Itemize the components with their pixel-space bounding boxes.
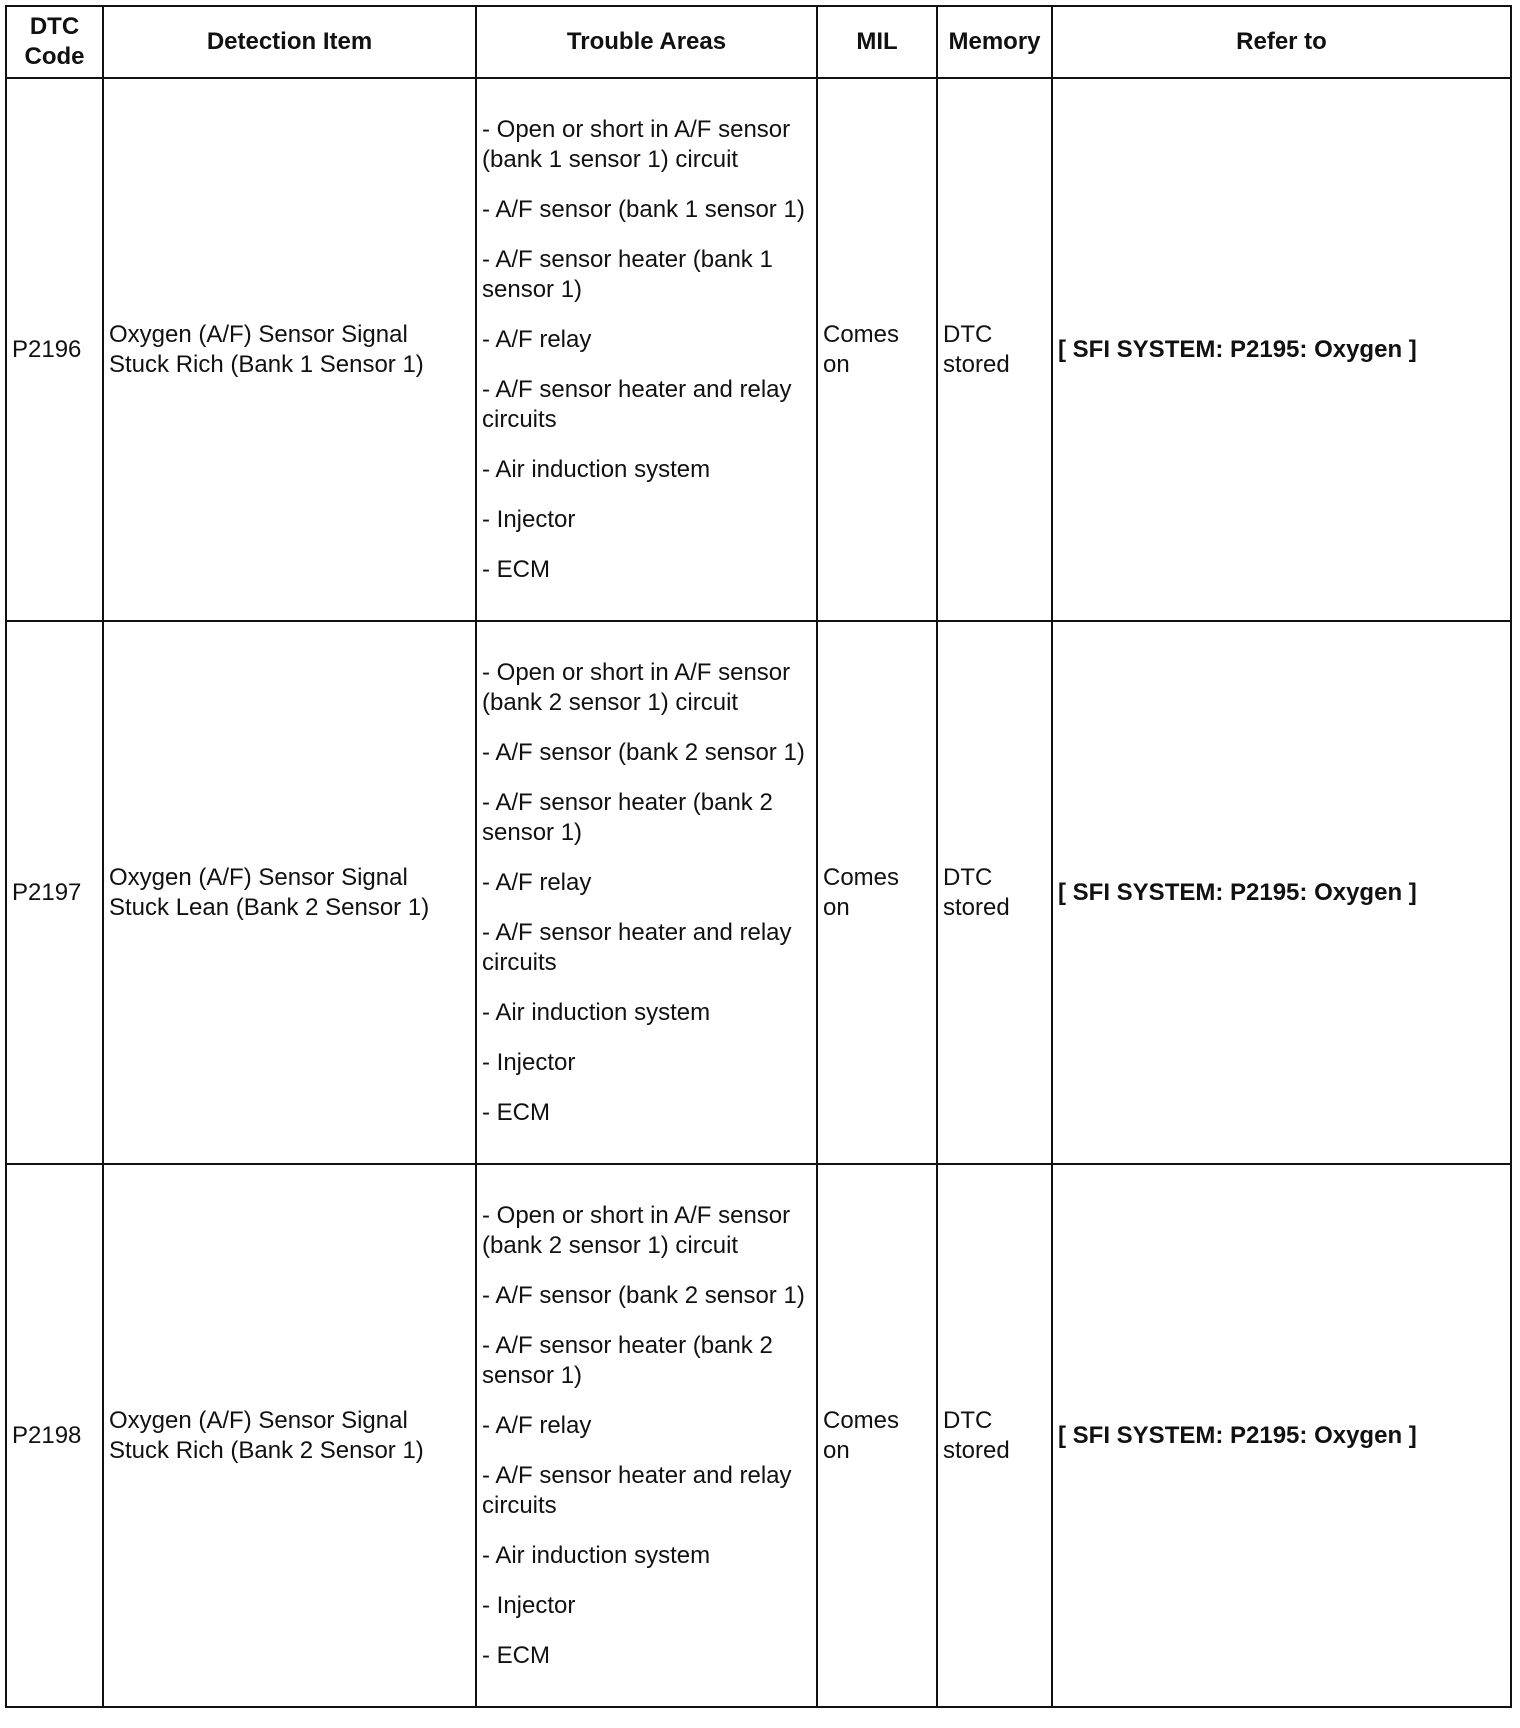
table-row bbox=[6, 78, 1511, 621]
trouble-area-item: - Injector bbox=[482, 1591, 576, 1619]
trouble-area-item: - Open or short in A/F sensor (bank 1 sensor 1) circuit bbox=[482, 115, 791, 173]
trouble-area-item: - A/F sensor heater and relay circuits bbox=[482, 375, 792, 433]
header-detection-item: Detection Item bbox=[103, 6, 476, 78]
trouble-area-item: - Air induction system bbox=[482, 998, 711, 1026]
trouble-areas-cell bbox=[476, 621, 817, 1164]
trouble-areas-cell bbox=[476, 78, 817, 621]
refer-to-link[interactable]: [ SFI SYSTEM: P2195: Oxygen ] bbox=[1052, 78, 1511, 621]
trouble-area-item: - A/F relay bbox=[482, 325, 592, 353]
trouble-area-item: - Open or short in A/F sensor (bank 2 sensor 1) circuit bbox=[482, 658, 791, 716]
detection-item-cell: Oxygen (A/F) Sensor Signal Stuck Lean (Bank 2 Sensor 1) bbox=[103, 621, 476, 1164]
mil-cell: Comes on bbox=[817, 1164, 937, 1707]
trouble-areas-list bbox=[482, 658, 811, 1128]
header-mil: MIL bbox=[817, 6, 937, 78]
refer-to-link[interactable]: [ SFI SYSTEM: P2195: Oxygen ] bbox=[1052, 621, 1511, 1164]
header-row bbox=[6, 6, 1511, 78]
trouble-area-item: - A/F sensor (bank 2 sensor 1) bbox=[482, 1281, 805, 1309]
dtc-code-cell: P2198 bbox=[6, 1164, 103, 1707]
header-dtc-code: DTC Code bbox=[6, 6, 103, 78]
detection-item-cell: Oxygen (A/F) Sensor Signal Stuck Rich (Bank 1 Sensor 1) bbox=[103, 78, 476, 621]
trouble-area-item: - A/F relay bbox=[482, 868, 592, 896]
trouble-area-item: - A/F sensor heater (bank 2 sensor 1) bbox=[482, 1331, 773, 1389]
trouble-area-item: - A/F sensor heater (bank 1 sensor 1) bbox=[482, 245, 773, 303]
dtc-table bbox=[5, 5, 1512, 1708]
trouble-area-item: - A/F sensor (bank 1 sensor 1) bbox=[482, 195, 805, 223]
memory-cell: DTC stored bbox=[937, 1164, 1052, 1707]
dtc-code-cell: P2197 bbox=[6, 621, 103, 1164]
trouble-areas-list bbox=[482, 1201, 811, 1671]
trouble-area-item: - A/F sensor (bank 2 sensor 1) bbox=[482, 738, 805, 766]
header-refer-to: Refer to bbox=[1052, 6, 1511, 78]
table-row bbox=[6, 1164, 1511, 1707]
trouble-area-item: - ECM bbox=[482, 555, 550, 583]
mil-cell: Comes on bbox=[817, 621, 937, 1164]
trouble-area-item: - A/F sensor heater and relay circuits bbox=[482, 1461, 792, 1519]
memory-cell: DTC stored bbox=[937, 78, 1052, 621]
trouble-areas-list bbox=[482, 115, 811, 585]
trouble-area-item: - Air induction system bbox=[482, 1541, 711, 1569]
header-trouble-areas: Trouble Areas bbox=[476, 6, 817, 78]
mil-cell: Comes on bbox=[817, 78, 937, 621]
trouble-area-item: - Injector bbox=[482, 1048, 576, 1076]
header-memory: Memory bbox=[937, 6, 1052, 78]
trouble-area-item: - ECM bbox=[482, 1641, 550, 1669]
trouble-area-item: - ECM bbox=[482, 1098, 550, 1126]
table-row bbox=[6, 621, 1511, 1164]
trouble-areas-cell bbox=[476, 1164, 817, 1707]
trouble-area-item: - A/F sensor heater and relay circuits bbox=[482, 918, 792, 976]
trouble-area-item: - A/F relay bbox=[482, 1411, 592, 1439]
refer-to-link[interactable]: [ SFI SYSTEM: P2195: Oxygen ] bbox=[1052, 1164, 1511, 1707]
trouble-area-item: - Air induction system bbox=[482, 455, 711, 483]
memory-cell: DTC stored bbox=[937, 621, 1052, 1164]
trouble-area-item: - A/F sensor heater (bank 2 sensor 1) bbox=[482, 788, 773, 846]
trouble-area-item: - Open or short in A/F sensor (bank 2 sensor 1) circuit bbox=[482, 1201, 791, 1259]
dtc-code-cell: P2196 bbox=[6, 78, 103, 621]
detection-item-cell: Oxygen (A/F) Sensor Signal Stuck Rich (Bank 2 Sensor 1) bbox=[103, 1164, 476, 1707]
trouble-area-item: - Injector bbox=[482, 505, 576, 533]
